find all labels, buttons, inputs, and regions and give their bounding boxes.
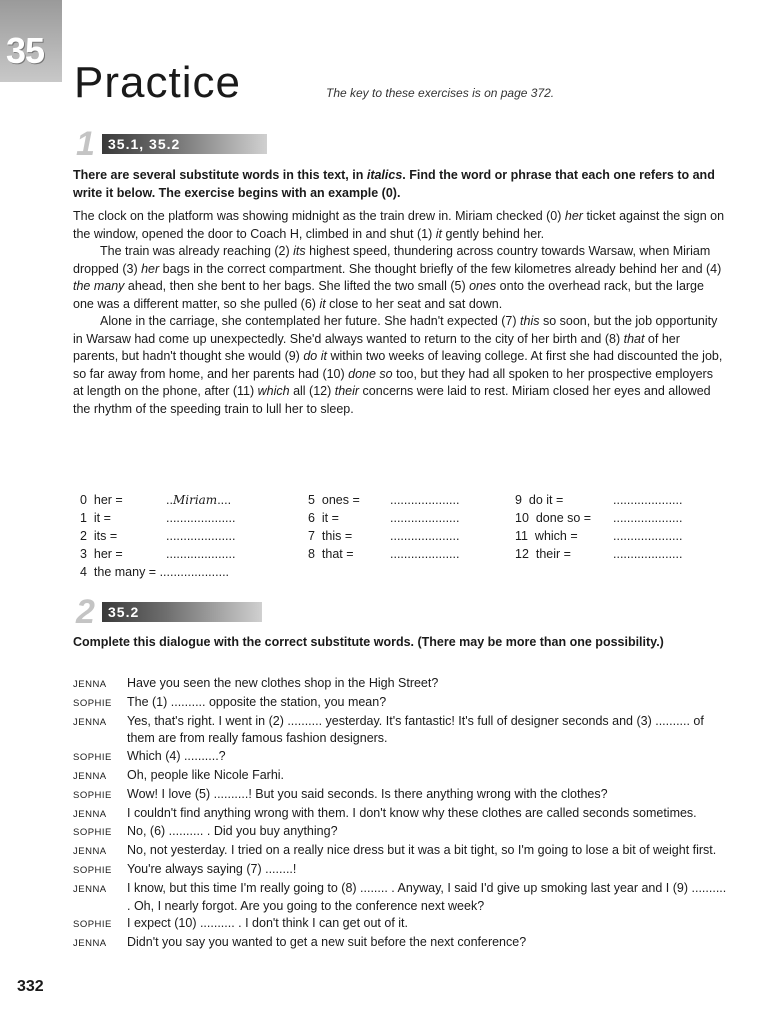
answer-blank[interactable]: ....................	[613, 511, 683, 525]
substitute-word: the many	[73, 279, 125, 293]
dialogue-text: Yes, that's right. I went in (2) .......... yesterday. It's fantastic! It's full of designer seconds and (3) .......... of them are from really famous fashion designers.	[127, 713, 704, 746]
speaker-name: JENNA	[73, 808, 107, 820]
answer-dots: ..	[166, 493, 173, 507]
text-paragraph	[73, 243, 725, 313]
answer-label: 3 her =	[80, 547, 123, 561]
exercise-2-instructions: Complete this dialogue with the correct substitute words. (There may be more than one possibility.)	[73, 635, 664, 649]
answer-label: 10 done so =	[515, 511, 592, 525]
substitute-word: it	[435, 226, 442, 241]
speaker-name: SOPHIE	[73, 864, 112, 876]
text-run: highest speed, thundering across country towards Warsaw, when Miriam dropped (3)	[73, 244, 711, 276]
text-run: ticket against the sign on the window, opened the door to Coach H, climbed in and shut (1)	[73, 209, 725, 241]
text-run: all (12)	[289, 384, 335, 398]
text-run: ahead, then she bent to her bags. She lifted the two small (5)	[124, 279, 470, 293]
handwritten-answer: Miriam	[172, 493, 218, 507]
text-run: concerns were laid to rest. Miriam closed her eyes and allowed the rhythm of the speeding train to lull her to sleep.	[73, 384, 711, 416]
dialogue-text: I couldn't find anything wrong with them. I don't know why these clothes are called seconds sometimes.	[127, 805, 697, 820]
substitute-word: it	[319, 296, 326, 311]
exercise-2-reference-bar: 35.2	[102, 602, 262, 622]
substitute-word: their	[334, 384, 360, 398]
text-run: onto the overhead rack, but the large one was a different matter, so she pulled (6)	[73, 279, 704, 311]
dialogue-line	[73, 934, 733, 953]
text-run: The train was already reaching (2)	[100, 244, 294, 258]
page-title: Practice	[74, 58, 241, 107]
answer-blank[interactable]: ....................	[390, 547, 460, 561]
speaker-name: SOPHIE	[73, 789, 112, 801]
text-run: close to her seat and sat down.	[325, 296, 503, 311]
answer-item	[308, 493, 459, 507]
dialogue-text: No, (6) .......... . Did you buy anything?	[127, 824, 338, 839]
page-number: 332	[17, 978, 44, 995]
dialogue-line	[73, 805, 733, 824]
exercise-1-header	[76, 125, 267, 163]
answer-label: 4 the many =	[80, 565, 160, 579]
dialogue-line	[73, 786, 733, 805]
exercise-2-header	[76, 593, 262, 631]
answer-blank[interactable]	[166, 493, 231, 507]
answer-item	[80, 565, 229, 579]
substitute-word: her	[141, 261, 160, 276]
speaker-name: JENNA	[73, 770, 107, 782]
dialogue-text: Wow! I love (5) ..........! But you said seconds. Is there anything wrong with the clothes?	[127, 786, 608, 801]
text-run: The clock on the platform was showing midnight as the train drew in. Miriam checked (0)	[73, 209, 565, 223]
answer-label: 5 ones =	[308, 493, 360, 507]
dialogue-line	[73, 842, 733, 861]
answer-label: 9 do it =	[515, 493, 564, 507]
text-paragraph	[73, 313, 725, 418]
answer-label: 1 it =	[80, 511, 111, 525]
answer-item	[515, 511, 682, 525]
speaker-name: SOPHIE	[73, 697, 112, 709]
speaker-name: JENNA	[73, 716, 107, 728]
speaker-name: SOPHIE	[73, 827, 112, 839]
dialogue-line	[73, 694, 733, 713]
answer-key-note: The key to these exercises is on page 372.	[326, 86, 555, 100]
answer-item	[515, 529, 682, 543]
answer-item	[80, 511, 235, 525]
dialogue-line	[73, 861, 733, 880]
substitute-word: her	[564, 209, 583, 223]
unit-number: 35	[6, 30, 45, 71]
dialogue-text: The (1) .......... opposite the station, you mean?	[127, 694, 387, 709]
dialogue-line	[73, 823, 733, 842]
dialogue-text: You're always saying (7) ........!	[127, 861, 297, 876]
answer-blank[interactable]: ....................	[613, 529, 683, 543]
answer-item	[80, 529, 235, 543]
speaker-name: JENNA	[73, 883, 107, 895]
dialogue-line	[73, 748, 733, 767]
dialogue-text: Oh, people like Nicole Farhi.	[127, 767, 285, 782]
dialogue-text: Didn't you say you wanted to get a new suit before the next conference?	[127, 935, 527, 950]
answer-item	[80, 547, 235, 561]
answer-label: 8 that =	[308, 547, 354, 561]
exercise-1-text	[73, 208, 725, 418]
dialogue-line	[73, 675, 733, 694]
answer-item	[308, 511, 459, 525]
text-run: gently behind her.	[441, 226, 545, 241]
substitute-word: do it	[303, 349, 327, 363]
answer-item	[80, 493, 231, 507]
substitute-word: that	[623, 331, 645, 346]
answer-blank[interactable]: ....................	[166, 511, 236, 525]
substitute-word: this	[520, 314, 540, 328]
text-paragraph	[73, 208, 725, 243]
dialogue-line	[73, 713, 733, 749]
dialogue-text: No, not yesterday. I tried on a really nice dress but it was a bit tight, so I'm going to lose a bit of weight first.	[127, 843, 717, 858]
answer-item	[515, 493, 682, 507]
answer-blank[interactable]: ....................	[166, 547, 236, 561]
answer-item	[515, 547, 682, 561]
exercise-1-number: 1	[76, 125, 95, 163]
text-run: so soon, but the job opportunity in Warsaw had come up unexpectedly. She'd always wanted to return to the city of her birth and (8)	[73, 314, 718, 346]
answer-blank[interactable]: ....................	[613, 493, 683, 507]
exercise-1-reference-bar: 35.1, 35.2	[102, 134, 267, 154]
answer-item	[308, 547, 459, 561]
speaker-name: SOPHIE	[73, 919, 112, 931]
substitute-word: its	[293, 244, 306, 258]
speaker-name: JENNA	[73, 679, 107, 690]
answer-label: 11 which =	[515, 529, 578, 543]
exercise-1-instructions: There are several substitute words in this text, in italics. Find the word or phrase that each one refers to and write it below. The exercise begins with an example (0).	[73, 168, 715, 200]
answer-blank[interactable]: ....................	[390, 529, 460, 543]
speaker-name: JENNA	[73, 938, 107, 950]
dialogue-line	[73, 880, 733, 916]
exercise-2-number: 2	[76, 593, 95, 631]
substitute-word: done so	[348, 366, 393, 381]
text-run: of her parents, but hadn't thought she would (9)	[73, 331, 680, 363]
speaker-name: SOPHIE	[73, 752, 112, 764]
answer-blank[interactable]: ....................	[390, 493, 460, 507]
answer-blank[interactable]: ....................	[390, 511, 460, 525]
dialogue-text: I know, but this time I'm really going to (8) ........ . Anyway, I said I'd give up smoking last year and I (9) .......... . Oh, I nearly forgot. Are you going to the conference next week?	[127, 880, 727, 913]
substitute-word: ones	[469, 279, 497, 293]
answer-blank[interactable]: ....................	[613, 547, 683, 561]
answer-blank[interactable]: ....................	[159, 565, 230, 579]
dialogue-text: Which (4) ..........?	[127, 749, 226, 764]
text-run: bags in the correct compartment. She thought briefly of the few kilometres already behind her and (4)	[159, 261, 722, 276]
answer-label: 7 this =	[308, 529, 353, 543]
answer-label: 2 its =	[80, 529, 118, 543]
text-run: within two weeks of leaving college. At first she had discounted the job, so far away from home, and her parents had (10)	[73, 349, 723, 381]
dialogue-line	[73, 915, 733, 934]
dialogue-text: Have you seen the new clothes shop in the High Street?	[127, 676, 439, 690]
answer-label: 0 her =	[80, 493, 123, 507]
unit-tab	[0, 0, 62, 82]
exercise-2-dialogue	[73, 675, 733, 953]
dialogue-text: I expect (10) .......... . I don't think I can get out of it.	[127, 916, 408, 931]
text-run: too, but they had all spoken to her prospective employers at length on the phone, after (11)	[73, 366, 713, 398]
text-run: Alone in the carriage, she contemplated her future. She hadn't expected (7)	[100, 314, 521, 328]
dialogue-line	[73, 767, 733, 786]
answer-dots: ....	[217, 493, 232, 507]
answer-label: 12 their =	[515, 547, 571, 561]
answer-label: 6 it =	[308, 511, 339, 525]
answer-item	[308, 529, 459, 543]
answer-blank[interactable]: ....................	[166, 529, 236, 543]
substitute-word: which	[257, 384, 290, 398]
speaker-name: JENNA	[73, 846, 107, 858]
